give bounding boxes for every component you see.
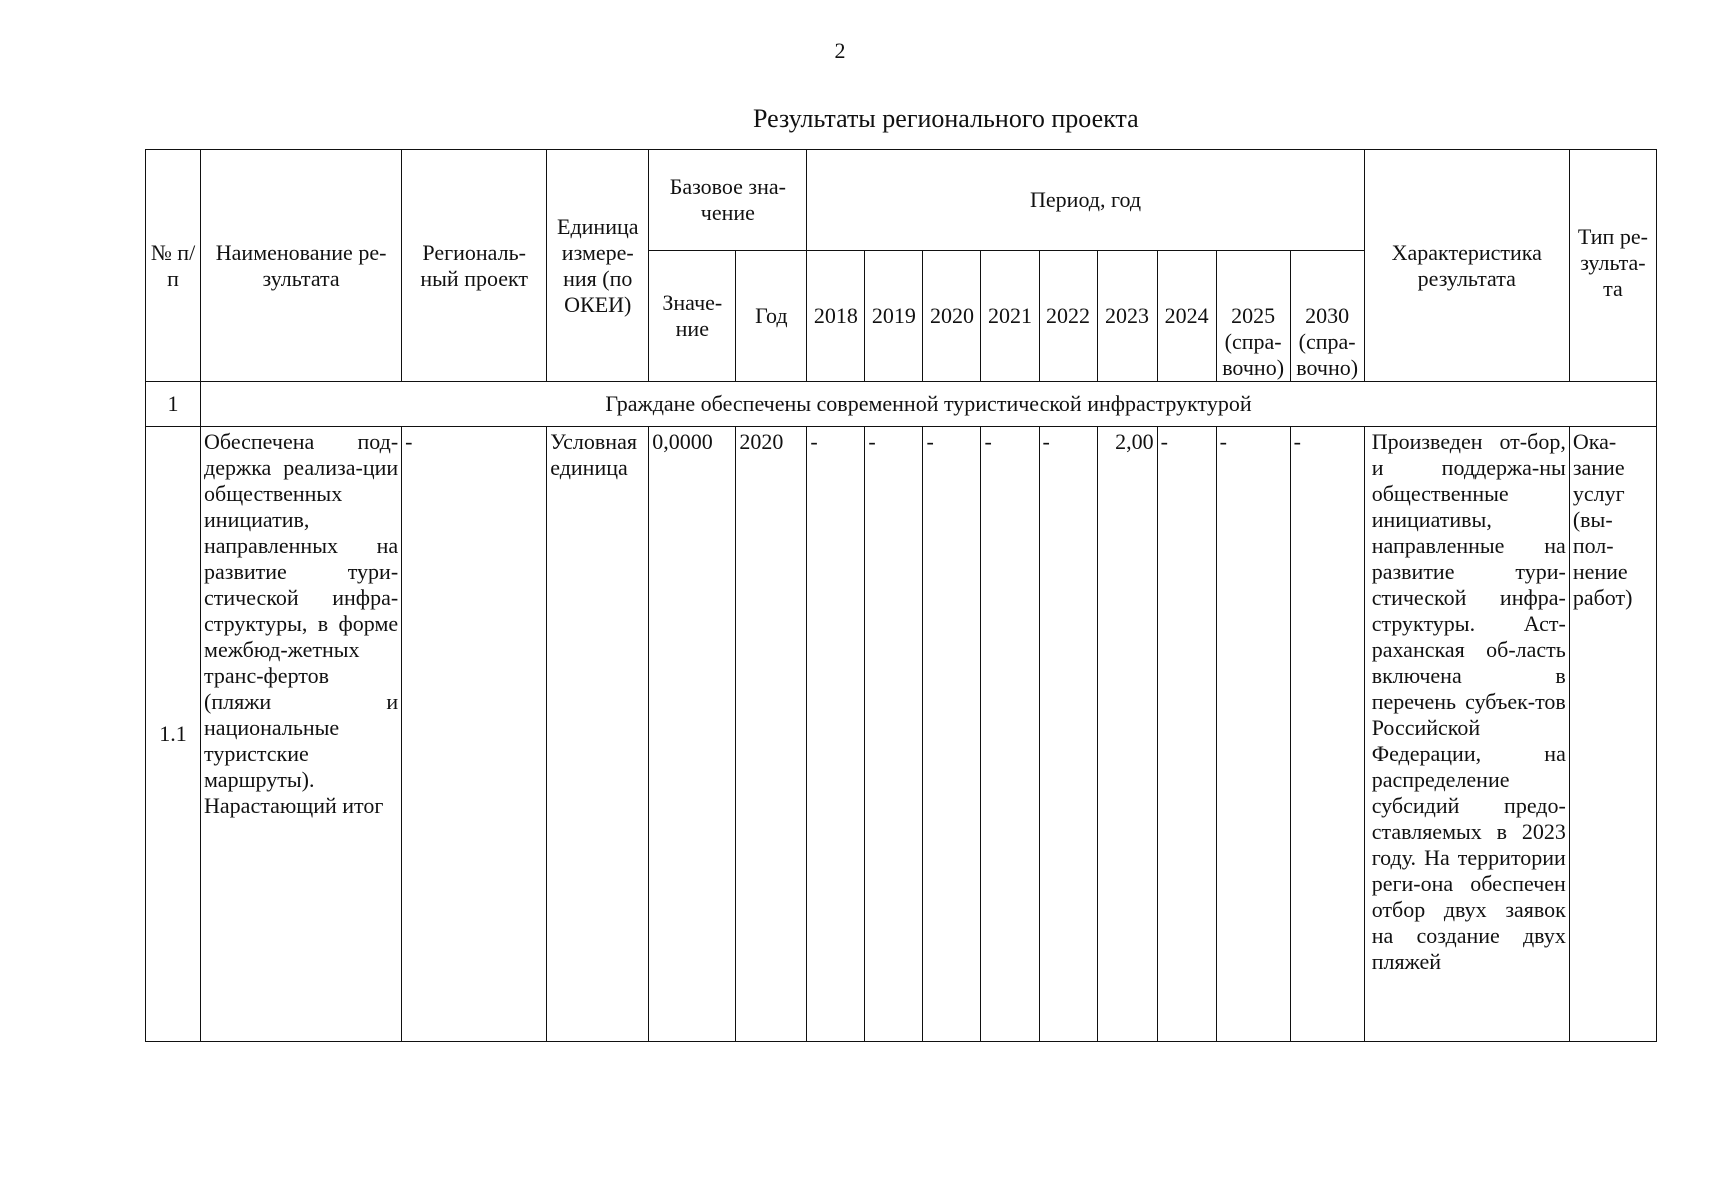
header-regional-project: Региональ-ный проект (402, 150, 547, 382)
row-unit: Условная единица (547, 427, 649, 1042)
header-num: № п/п (146, 150, 201, 382)
row-value-2021: - (981, 427, 1039, 1042)
header-year-2030: 2030 (спра-вочно) (1290, 251, 1364, 382)
header-unit: Единица измере-ния (по ОКЕИ) (547, 150, 649, 382)
row-base-year: 2020 (736, 427, 807, 1042)
section-title: Граждане обеспечены современной туристической инфраструктурой (201, 382, 1657, 427)
header-period: Период, год (807, 150, 1364, 251)
header-year-2025: 2025 (спра-вочно) (1216, 251, 1290, 382)
document-title: Результаты регионального проекта (753, 104, 1139, 133)
header-year-2019: 2019 (865, 251, 923, 382)
page-number: 2 (834, 38, 846, 63)
header-year-2020: 2020 (923, 251, 981, 382)
section-row (146, 382, 1657, 427)
row-value-2025: - (1216, 427, 1290, 1042)
header-characteristic: Характеристика результата (1364, 150, 1569, 382)
header-year-2022: 2022 (1039, 251, 1097, 382)
row-value-2020: - (923, 427, 981, 1042)
header-value: Значе-ние (649, 251, 736, 382)
row-regional-project: - (402, 427, 547, 1042)
header-base-value: Базовое зна-чение (649, 150, 807, 251)
header-year-2024: 2024 (1157, 251, 1216, 382)
header-year-2023: 2023 (1097, 251, 1157, 382)
row-value-2022: - (1039, 427, 1097, 1042)
header-row-1 (146, 150, 1657, 251)
header-year-2021: 2021 (981, 251, 1039, 382)
row-value-2018: - (807, 427, 865, 1042)
header-name: Наименование ре-зультата (201, 150, 402, 382)
row-type: Ока-зание услуг (вы-пол-нение работ) (1569, 427, 1656, 1042)
results-table (145, 149, 1657, 1042)
row-base-value: 0,0000 (649, 427, 736, 1042)
header-year-2018: 2018 (807, 251, 865, 382)
section-num: 1 (146, 382, 201, 427)
row-characteristic: Произведен от-бор, и поддержа-ны общественные инициативы, направленные на развитие тури-стической инфра-структуры. Аст-раханская об-ласть включена в перечень субъек-тов Российской Федерации, на распределение субсидий предо-ставляемых в 2023 году. На территории реги-она обеспечен отбор двух заявок на создание двух пляжей (1364, 427, 1569, 1042)
row-num: 1.1 (146, 427, 201, 1042)
header-type: Тип ре-зульта-та (1569, 150, 1656, 382)
row-value-2024: - (1157, 427, 1216, 1042)
row-value-2023: 2,00 (1097, 427, 1157, 1042)
header-year: Год (736, 251, 807, 382)
table-row (146, 427, 1657, 1042)
row-name: Обеспечена под-держка реализа-ции общественных инициатив, направленных на развитие тури-стической инфра-структуры, в форме межбюд-жетных транс-фертов (пляжи и национальные туристские маршруты). Нарастающий итог (201, 427, 402, 1042)
row-value-2019: - (865, 427, 923, 1042)
row-value-2030: - (1290, 427, 1364, 1042)
